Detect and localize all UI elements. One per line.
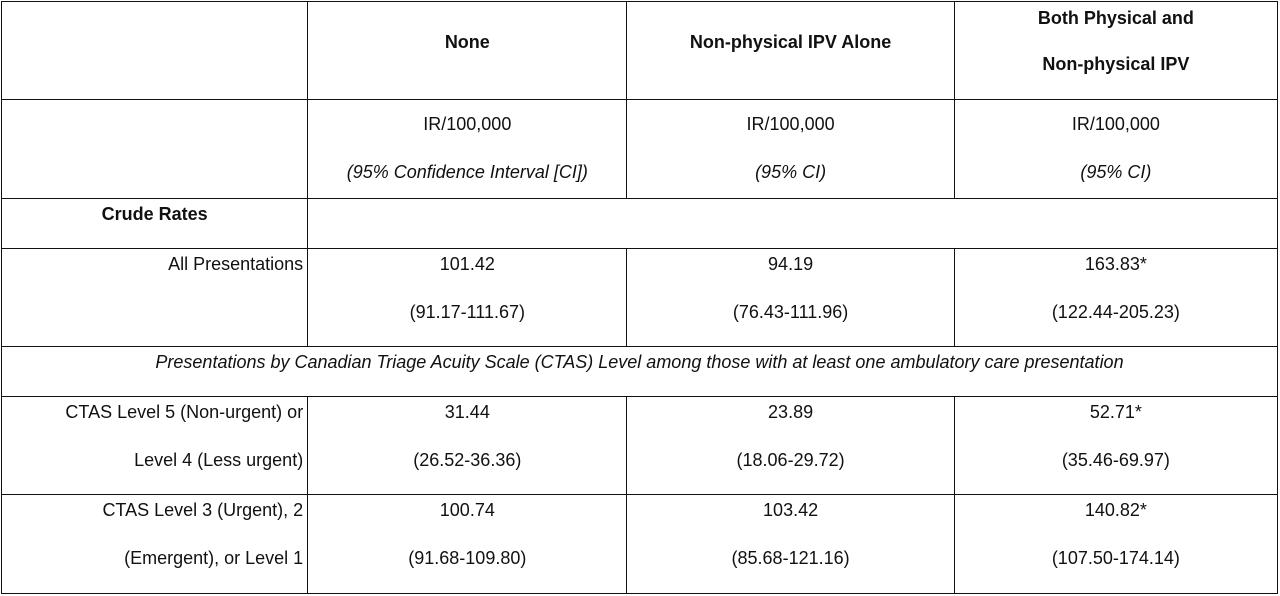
ctas-5-4-nonphysical-ci: (18.06-29.72) [736, 449, 845, 470]
all-none-value: 101.42 [439, 253, 495, 274]
all-both-ci: (122.44-205.23) [1051, 301, 1180, 322]
ctas-row-5-4 [2, 396, 1278, 494]
all-nonphysical-value: 94.19 [768, 253, 814, 274]
ctas-3-2-1-label-line1: CTAS Level 3 (Urgent), 2 [102, 500, 304, 521]
crude-rates-empty [308, 198, 1278, 248]
ctas-5-4-label [2, 396, 308, 494]
ctas-5-4-both-value: 52.71* [1089, 401, 1142, 422]
ctas-5-4-none [308, 396, 627, 494]
all-presentations-label [2, 248, 308, 346]
header-row [2, 2, 1278, 100]
units-none-label: IR/100,000 [423, 114, 512, 135]
all-presentations-nonphysical [627, 248, 954, 346]
units-both-label: IR/100,000 [1071, 114, 1160, 135]
header-nonphysical: Non-physical IPV Alone [627, 2, 954, 100]
header-both-line1: Both Physical and [1037, 8, 1194, 28]
all-nonphysical-ci: (76.43-111.96) [732, 301, 849, 322]
units-row [2, 100, 1278, 198]
ctas-3-2-1-nonphysical-value: 103.42 [763, 500, 819, 521]
header-both-line2: Non-physical IPV [1042, 54, 1190, 74]
ctas-3-2-1-none [308, 495, 627, 594]
ctas-3-2-1-nonphysical-ci: (85.68-121.16) [731, 548, 850, 569]
ctas-3-2-1-both-ci: (107.50-174.14) [1051, 548, 1180, 569]
ipv-rates-table [1, 1, 1278, 594]
ctas-3-2-1-nonphysical [627, 495, 954, 594]
all-presentations-both [954, 248, 1277, 346]
ctas-3-2-1-both-value: 140.82* [1084, 500, 1147, 521]
ctas-5-4-both-ci: (35.46-69.97) [1061, 449, 1170, 470]
units-none [308, 100, 627, 198]
ctas-section-title: Presentations by Canadian Triage Acuity Scale (CTAS) Level among those with at least one ambulatory care presentation [2, 347, 1278, 397]
units-empty-cell [2, 100, 308, 198]
units-nonphysical-ci: (95% CI) [755, 162, 827, 183]
ctas-3-2-1-none-value: 100.74 [439, 500, 495, 521]
all-both-value: 163.83* [1084, 253, 1147, 274]
ctas-5-4-label-line2: Level 4 (Less urgent) [134, 449, 304, 470]
ctas-3-2-1-both [954, 495, 1277, 594]
units-nonphysical-label: IR/100,000 [746, 114, 835, 135]
crude-rates-row [2, 198, 1278, 248]
ctas-3-2-1-none-ci: (91.68-109.80) [408, 548, 527, 569]
units-both [954, 100, 1277, 198]
ctas-5-4-nonphysical-value: 23.89 [768, 401, 814, 422]
ctas-5-4-label-line1: CTAS Level 5 (Non-urgent) or [65, 401, 304, 422]
units-nonphysical [627, 100, 954, 198]
header-empty-cell [2, 2, 308, 100]
ctas-3-2-1-label [2, 495, 308, 594]
crude-rates-label: Crude Rates [2, 198, 308, 248]
all-none-ci: (91.17-111.67) [409, 301, 526, 322]
ctas-3-2-1-label-line2: (Emergent), or Level 1 [124, 548, 304, 569]
ctas-row-3-2-1 [2, 495, 1278, 594]
ctas-5-4-both [954, 396, 1277, 494]
ctas-5-4-nonphysical [627, 396, 954, 494]
all-presentations-none [308, 248, 627, 346]
ctas-5-4-none-value: 31.44 [444, 401, 490, 422]
units-both-ci: (95% CI) [1080, 162, 1152, 183]
ctas-section-row [2, 347, 1278, 397]
all-presentations-row [2, 248, 1278, 346]
units-none-ci: (95% Confidence Interval [CI]) [346, 162, 588, 183]
header-both [954, 2, 1277, 100]
all-presentations-label-text: All Presentations [168, 253, 304, 274]
ctas-5-4-none-ci: (26.52-36.36) [413, 449, 522, 470]
header-none: None [308, 2, 627, 100]
